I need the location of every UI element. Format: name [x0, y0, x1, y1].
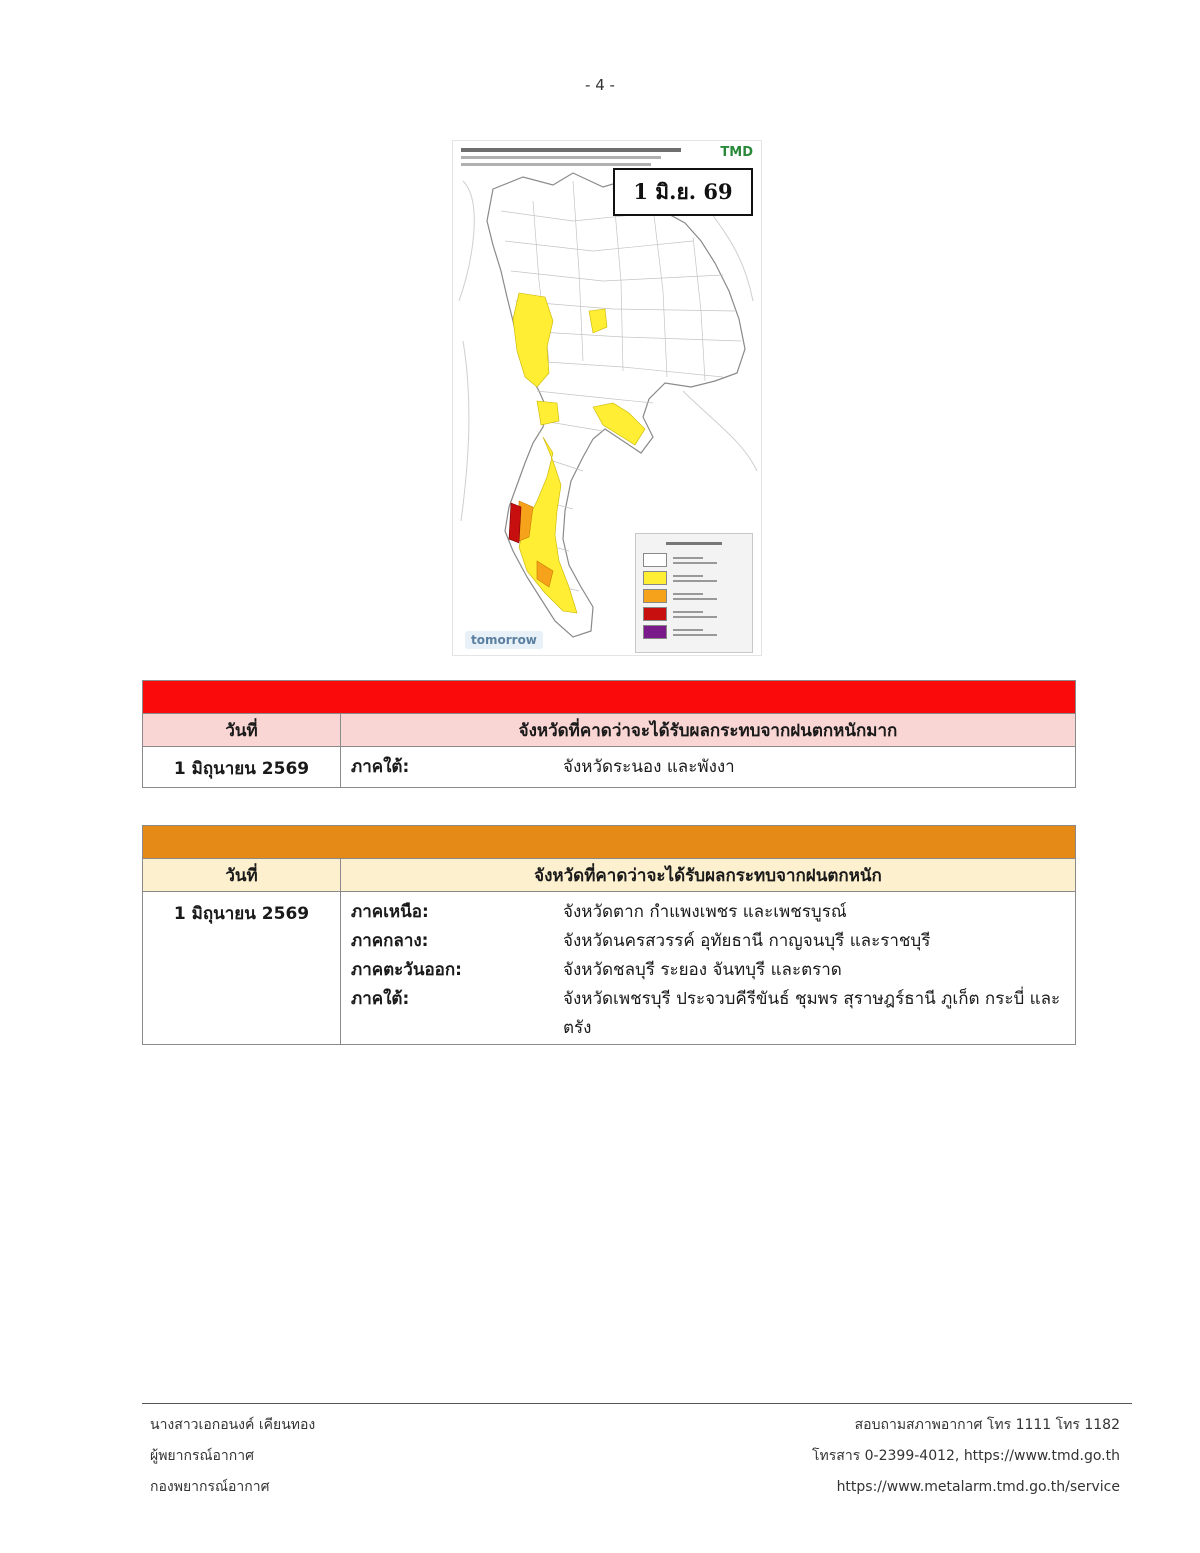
footer-divider — [142, 1403, 1132, 1404]
map-date-label: 1 มิ.ย. 69 — [613, 168, 753, 216]
legend-row — [643, 589, 745, 603]
region-line — [351, 753, 1061, 782]
region-provinces: จังหวัดเพชรบุรี ประจวบคีรีขันธ์ ชุมพร สุราษฎร์ธานี ภูเก็ต กระบี่ และตรัง — [563, 989, 1061, 1038]
region-provinces: จังหวัดชลบุรี ระยอง จันทบุรี และตราด — [563, 960, 842, 980]
row-date: 1 มิถุนายน 2569 — [143, 747, 341, 787]
region-name: ภาคกลาง: — [351, 931, 429, 951]
row-regions — [341, 747, 1075, 787]
table-row — [143, 892, 1075, 1044]
legend-row — [643, 553, 745, 567]
region-name: ภาคเหนือ: — [351, 902, 429, 922]
header-date: วันที่ — [143, 859, 341, 891]
author-division: กองพยากรณ์อากาศ — [150, 1479, 270, 1495]
region-name: ภาคตะวันออก: — [351, 960, 462, 980]
very-heavy-rain-table — [142, 680, 1076, 788]
warning-band-red — [143, 681, 1075, 714]
region-name: ภาคใต้: — [351, 757, 410, 777]
author-title: ผู้พยากรณ์อากาศ — [150, 1448, 254, 1464]
region-provinces: จังหวัดนครสวรรค์ อุทัยธานี กาญจนบุรี และราชบุรี — [563, 931, 931, 951]
tmd-logo: TMD — [720, 145, 753, 160]
region-provinces: จังหวัดตาก กำแพงเพชร และเพชรบูรณ์ — [563, 902, 847, 922]
header-date: วันที่ — [143, 714, 341, 746]
contact-service-link[interactable]: https://www.metalarm.tmd.go.th/service — [836, 1479, 1120, 1495]
footer-author — [150, 1410, 315, 1503]
region-line — [351, 898, 1061, 927]
region-name: ภาคใต้: — [351, 989, 410, 1009]
region-line — [351, 927, 1061, 956]
table-row — [143, 747, 1075, 787]
table-header — [143, 714, 1075, 747]
page-number: - 4 - — [585, 76, 615, 94]
contact-fax-website[interactable]: โทรสาร 0-2399-4012, https://www.tmd.go.th — [812, 1448, 1120, 1464]
map-legend — [635, 533, 753, 653]
tomorrow-logo: tomorrow — [465, 631, 543, 649]
legend-row — [643, 571, 745, 585]
legend-row — [643, 607, 745, 621]
map-header-text — [461, 145, 711, 169]
footer-contact — [812, 1410, 1120, 1503]
contact-phone: สอบถามสภาพอากาศ โทร 1111 โทร 1182 — [854, 1417, 1120, 1433]
author-name: นางสาวเอกอนงค์ เคียนทอง — [150, 1417, 316, 1433]
warning-band-orange — [143, 826, 1075, 859]
table-header — [143, 859, 1075, 892]
region-provinces: จังหวัดระนอง และพังงา — [563, 757, 735, 777]
heavy-rain-table — [142, 825, 1076, 1045]
header-provinces: จังหวัดที่คาดว่าจะได้รับผลกระทบจากฝนตกหนัก — [534, 865, 882, 886]
row-regions — [341, 892, 1075, 1044]
region-line — [351, 956, 1061, 985]
header-provinces: จังหวัดที่คาดว่าจะได้รับผลกระทบจากฝนตกหนักมาก — [518, 720, 898, 741]
region-line — [351, 985, 1061, 1043]
rainfall-forecast-map — [452, 140, 762, 656]
legend-row — [643, 625, 745, 639]
row-date: 1 มิถุนายน 2569 — [143, 892, 341, 1044]
